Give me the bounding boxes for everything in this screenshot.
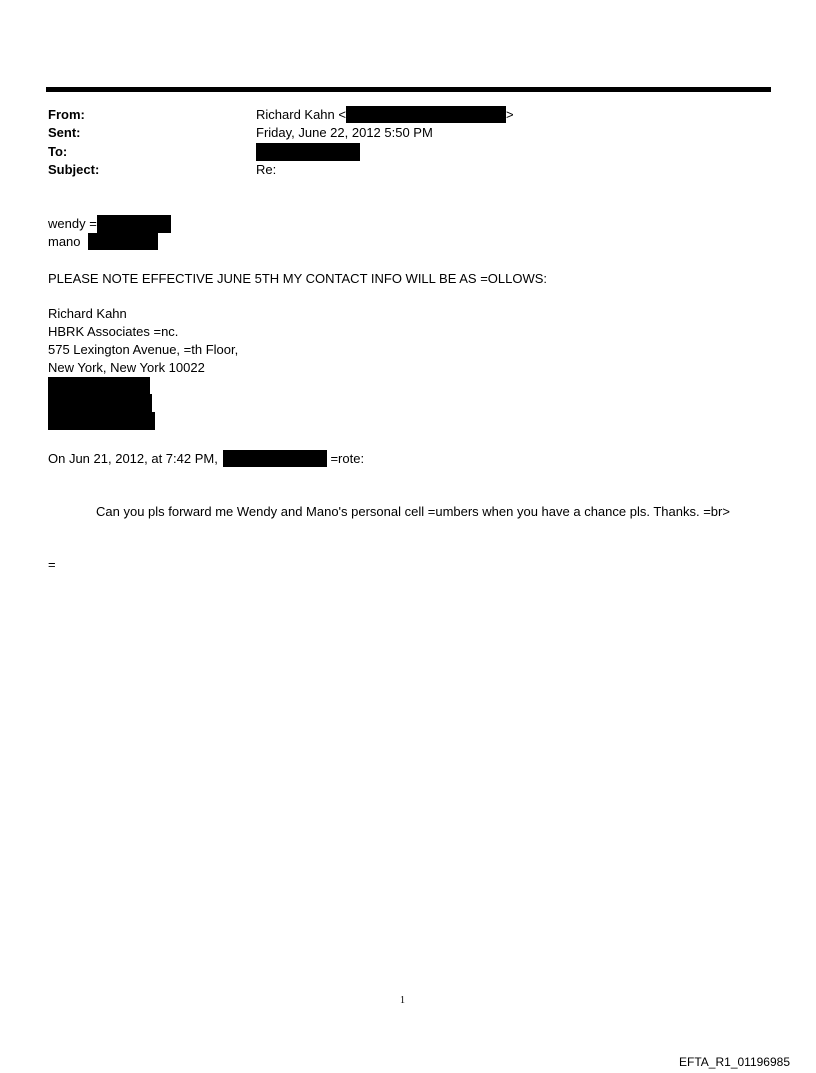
body-line-wendy — [48, 215, 171, 233]
signature-redaction-3 — [48, 412, 155, 430]
subject-label: Subject: — [48, 162, 100, 177]
header-rule — [46, 87, 771, 92]
document-id: EFTA_R1_01196985 — [679, 1055, 790, 1069]
redaction-box — [97, 215, 171, 233]
trailing-char: = — [48, 557, 56, 572]
quote-intro-prefix: On Jun 21, 2012, at 7:42 PM, — [48, 451, 218, 466]
redaction-box — [223, 450, 327, 467]
sent-value: Friday, June 22, 2012 5:50 PM — [256, 125, 433, 140]
page-number: 1 — [400, 995, 405, 1006]
contact-notice: PLEASE NOTE EFFECTIVE JUNE 5TH MY CONTACT INFO WILL BE AS =OLLOWS: — [48, 271, 548, 286]
signature-address-line1: 575 Lexington Avenue, =th Floor, — [48, 342, 239, 357]
to-redaction-box — [256, 143, 360, 161]
wendy-label: wendy = — [48, 216, 97, 231]
signature-name: Richard Kahn — [48, 306, 127, 321]
redaction-box — [88, 233, 158, 250]
quoted-message: Can you pls forward me Wendy and Mano's personal cell =umbers when you have a chance pls. Thanks. =br> — [96, 504, 730, 519]
signature-redaction-2 — [48, 394, 152, 412]
from-label: From: — [48, 107, 85, 122]
signature-company: HBRK Associates =nc. — [48, 324, 179, 339]
from-value — [256, 106, 514, 124]
quote-intro-suffix: =rote: — [330, 451, 365, 466]
from-name: Richard Kahn < — [256, 107, 346, 122]
redaction-box — [346, 106, 506, 123]
quote-intro — [48, 450, 364, 468]
to-label: To: — [48, 144, 68, 159]
signature-address-line2: New York, New York 10022 — [48, 360, 205, 375]
from-suffix: > — [505, 107, 514, 122]
mano-label: mano — [48, 234, 81, 249]
sent-label: Sent: — [48, 125, 81, 140]
subject-value: Re: — [256, 162, 277, 177]
body-line-mano — [48, 233, 158, 251]
signature-redaction-1 — [48, 377, 150, 394]
